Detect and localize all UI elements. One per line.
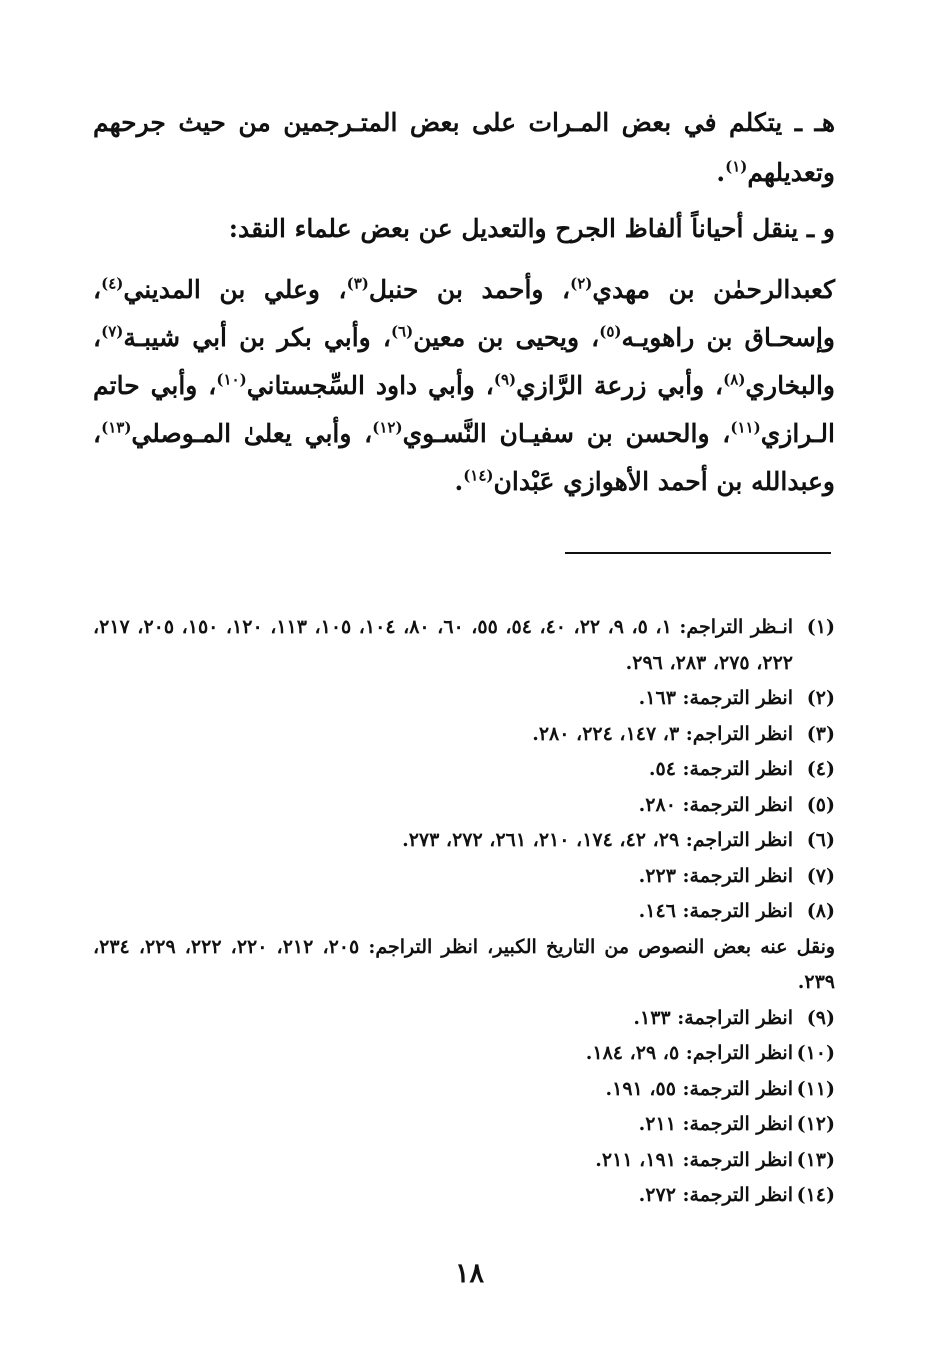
- scholar-text: ، وأبي يعلىٰ المـوصلي: [131, 419, 373, 448]
- footnote-text: انظر التراجم: ٣، ١٤٧، ٢٢٤، ٢٨٠.: [532, 722, 793, 745]
- footnote-ref-3[interactable]: (٣): [346, 274, 369, 293]
- footnote-9: [93, 1001, 835, 1037]
- footnote-text: انظر الترجمة: ٢٧٢.: [638, 1184, 793, 1206]
- footnote-ref-14[interactable]: (١٤): [463, 466, 494, 485]
- footnote-number: (١٣): [796, 1148, 835, 1171]
- paragraph-ha: [93, 98, 835, 198]
- footnote-number: (٣): [806, 722, 835, 745]
- footnote-ref-1[interactable]: (١): [725, 157, 748, 176]
- footnote-ref-5[interactable]: (٥): [599, 322, 622, 341]
- footnote-number: (٧): [806, 864, 835, 887]
- footnote-text: انظر الترجمة: ٢٨٠.: [638, 793, 793, 816]
- footnote-number: (٤): [806, 758, 835, 780]
- footnote-number: (١٠): [796, 1042, 835, 1064]
- scholar-text: ، وعبدالله بن أحمد الأهوازي عَبْدان: [93, 419, 835, 496]
- scholar-text: ، وأبي داود السِّجستاني: [246, 371, 494, 400]
- footnote-number: (٩): [806, 1006, 835, 1029]
- footnote-ref-10[interactable]: (١٠): [216, 370, 247, 389]
- footnote-number: (٨): [806, 900, 835, 922]
- footnote-ref-8[interactable]: (٨): [723, 370, 746, 389]
- footnote-ref-9[interactable]: (٩): [493, 370, 517, 389]
- footnote-text: انظر الترجمة: ٢١١.: [638, 1113, 793, 1135]
- footnote-ref-2[interactable]: (٢): [570, 274, 593, 293]
- scholar-text: .: [454, 467, 464, 496]
- scholar-text: ، والبخاري: [93, 323, 835, 400]
- footnote-ref-4[interactable]: (٤): [101, 274, 124, 293]
- footnote-text: انظر الترجمة: ١٦٣.: [638, 687, 793, 709]
- paragraph-waw: [93, 204, 835, 254]
- footnote-8-note: ونقل عنه بعض النصوص من التاريخ الكبير، انظر التراجم: ٢٠٥، ٢١٢، ٢٢٠، ٢٢٢، ٢٢٩، ٢٣٤، ٢٣٩.: [93, 935, 836, 993]
- footnote-text: انظر الترجمة: ٢٢٣.: [638, 864, 793, 887]
- footnote-separator: [565, 552, 831, 554]
- footnote-2: [93, 681, 835, 717]
- footnote-number: (٢): [806, 687, 835, 709]
- footnote-8: [93, 894, 835, 930]
- footnote-6: [93, 823, 835, 859]
- footnote-text: انظر الترجمة: ٥٥، ١٩١.: [605, 1077, 793, 1100]
- paragraph-ha-text: هـ ـ يتكلم في بعض المـرات على بعض المتـرجمين من حيث جرحهم وتعديلهم: [93, 108, 835, 187]
- paragraph-ha-end: .: [716, 158, 726, 187]
- footnote-ref-6[interactable]: (٦): [390, 322, 414, 341]
- footnote-13: [93, 1143, 835, 1179]
- footnote-text: انظر الترجمة: ١٤٦.: [638, 900, 793, 922]
- paragraph-waw-text: و ـ ينقل أحياناً ألفاظ الجرح والتعديل عن بعض علماء النقد:: [228, 214, 835, 243]
- footnote-text: انظر التراجمة: ١٣٣.: [633, 1006, 793, 1029]
- footnote-11: [93, 1072, 835, 1108]
- footnote-3: [93, 717, 835, 753]
- footnote-7: [93, 859, 835, 895]
- footnote-ref-7[interactable]: (٧): [101, 322, 124, 341]
- scholar-text: ، وأبي بكر بن أبي شيبـة: [123, 323, 391, 352]
- page-number: ١٨: [454, 1258, 484, 1289]
- footnote-ref-11[interactable]: (١١): [730, 418, 761, 437]
- scholar-text: ، وعلي بن المديني: [123, 275, 347, 304]
- footnotes: [93, 610, 835, 1214]
- scholar-text: ، وأبي حاتم الـرازي: [93, 371, 835, 448]
- footnote-text: انظر التراجم: ٥، ٢٩، ١٨٤.: [585, 1042, 793, 1064]
- footnote-number: (١٤): [796, 1184, 835, 1206]
- footnote-5: [93, 788, 835, 824]
- paragraph-scholars-list: [93, 266, 835, 506]
- footnote-number: (١): [806, 616, 835, 638]
- scholar-text: ، وأبي زرعة الرَّازي: [516, 371, 724, 400]
- footnote-4: [93, 752, 835, 788]
- footnote-12: [93, 1107, 835, 1143]
- footnote-number: (٦): [806, 829, 835, 851]
- footnote-ref-12[interactable]: (١٢): [372, 418, 403, 437]
- scholar-text: ، وإسحـاق بن راهويـه: [93, 275, 836, 352]
- footnote-text: انـظر التراجم: ١، ٥، ٩، ٢٢، ٤٠، ٥٤، ٥٥، ٦٠، ٨٠، ١٠٤، ١٠٥، ١١٣، ١٢٠، ١٥٠، ٢٠٥، ٢١٧، ٢٢٢، ٢٧٥، ٢٨٣، ٢٩٦.: [93, 616, 794, 674]
- footnote-number: (١١): [796, 1077, 835, 1100]
- footnote-1: [93, 610, 835, 681]
- scholar-text: ، والحسن بن سفيـان النَّسـوي: [402, 419, 731, 448]
- scholar-text: ، ويحيى بن معين: [413, 323, 600, 352]
- footnote-ref-13[interactable]: (١٣): [101, 418, 132, 437]
- scholar-text: ، وأحمد بن حنبل: [368, 275, 571, 304]
- footnote-number: (١٢): [796, 1113, 835, 1135]
- main-text: [93, 98, 835, 506]
- footnote-14: [93, 1178, 835, 1214]
- footnote-10: [93, 1036, 835, 1072]
- footnote-number: (٥): [806, 793, 835, 816]
- footnote-text: انظر التراجم: ٢٩، ٤٢، ١٧٤، ٢١٠، ٢٦١، ٢٧٢، ٢٧٣.: [402, 829, 793, 851]
- footnote-text: انظر الترجمة: ١٩١، ٢١١.: [595, 1148, 793, 1171]
- scholar-text: كعبدالرحمٰن بن مهدي: [592, 275, 835, 304]
- footnote-text: انظر الترجمة: ٥٤.: [648, 758, 793, 780]
